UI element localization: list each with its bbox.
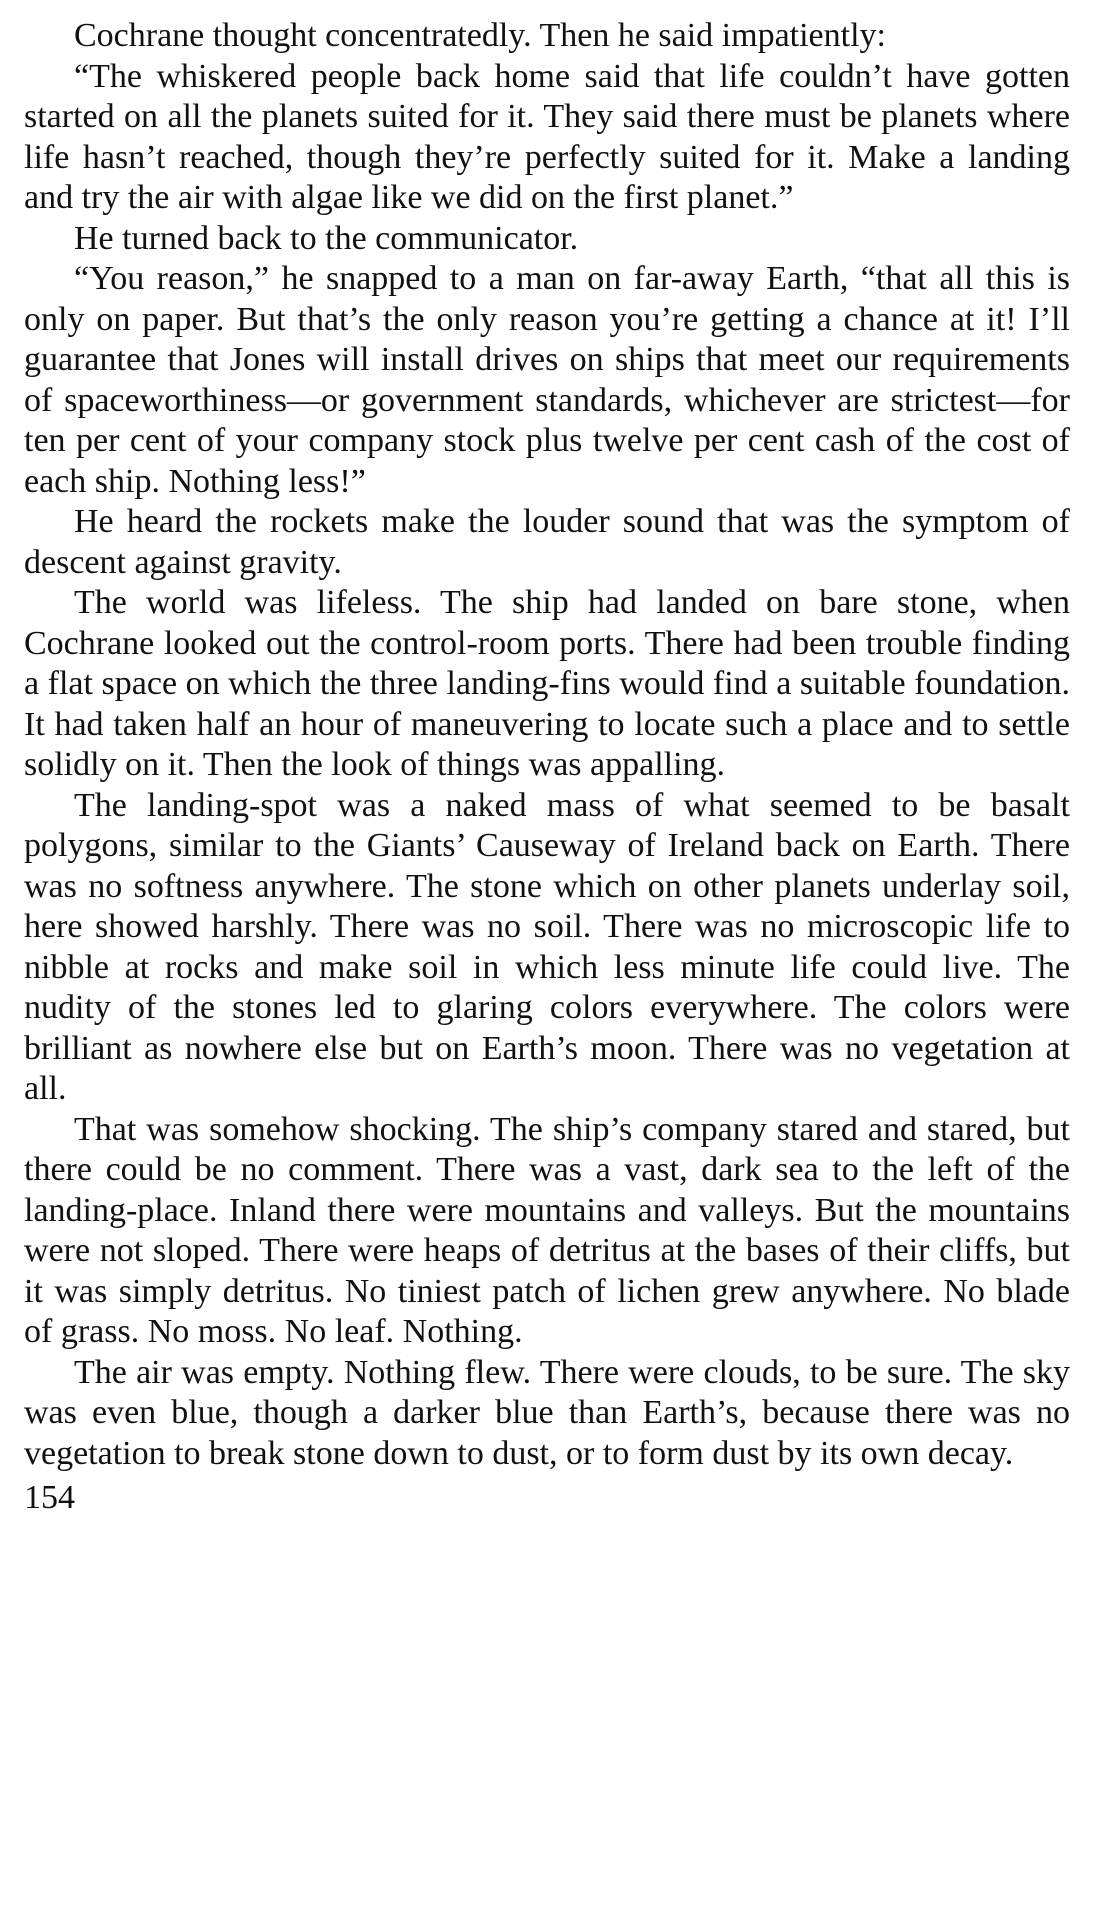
page-number: 154: [24, 1479, 75, 1516]
book-page: [24, 16, 1070, 1519]
paragraph: The air was empty. Nothing flew. There were clouds, to be sure. The sky was even blue, though a darker blue than Earth’s, because there was no vegetation to break stone down to dust, or to form dust by its own decay.: [24, 1353, 1070, 1472]
paragraph: That was somehow shocking. The ship’s company stared and stared, but there could be no comment. There was a vast, dark sea to the left of the landing-place. Inland there were mountains and valleys. But the mountains were not sloped. There were heaps of detritus at the bases of their cliffs, but it was simply detritus. No tiniest patch of lichen grew anywhere. No blade of grass. No moss. No leaf. Nothing.: [24, 1110, 1070, 1350]
paragraph: Cochrane thought concentratedly. Then he said impatiently:: [74, 17, 886, 54]
paragraph: “You reason,” he snapped to a man on far-away Earth, “that all this is only on paper. But that’s the only reason you’re getting a chance at it! I’ll guarantee that Jones will install drives on ships that meet our requirements of spaceworthiness—or government standards, whichever are strictest—for ten per cent of your company stock plus twelve per cent cash of the cost of each ship. Nothing less!”: [24, 260, 1070, 500]
paragraph: He heard the rockets make the louder sound that was the symptom of descent against gravity.: [24, 503, 1070, 581]
paragraph: “The whiskered people back home said that life couldn’t have gotten started on all the planets suited for it. They said there must be planets where life hasn’t reached, though they’re perfectly suited for it. Make a landing and try the air with algae like we did on the first planet.”: [24, 57, 1070, 216]
paragraph: He turned back to the communicator.: [74, 219, 579, 257]
paragraph: The world was lifeless. The ship had landed on bare stone, when Cochrane looked out the control-room ports. There had been trouble finding a flat space on which the three landing-fins would find a suitable foundation. It had taken half an hour of maneuvering to locate such a place and to settle solidly on it. Then the look of things was appalling.: [24, 584, 1070, 783]
paragraph: The landing-spot was a naked mass of what seemed to be basalt polygons, similar to the Giants’ Causeway of Ireland back on Earth. There was no softness anywhere. The stone which on other planets underlay soil, here showed harshly. There was no soil. There was no microscopic life to nibble at rocks and make soil in which less minute life could live. The nudity of the stones led to glaring colors everywhere. The colors were brilliant as nowhere else but on Earth’s moon. There was no vegetation at all.: [24, 786, 1070, 1107]
